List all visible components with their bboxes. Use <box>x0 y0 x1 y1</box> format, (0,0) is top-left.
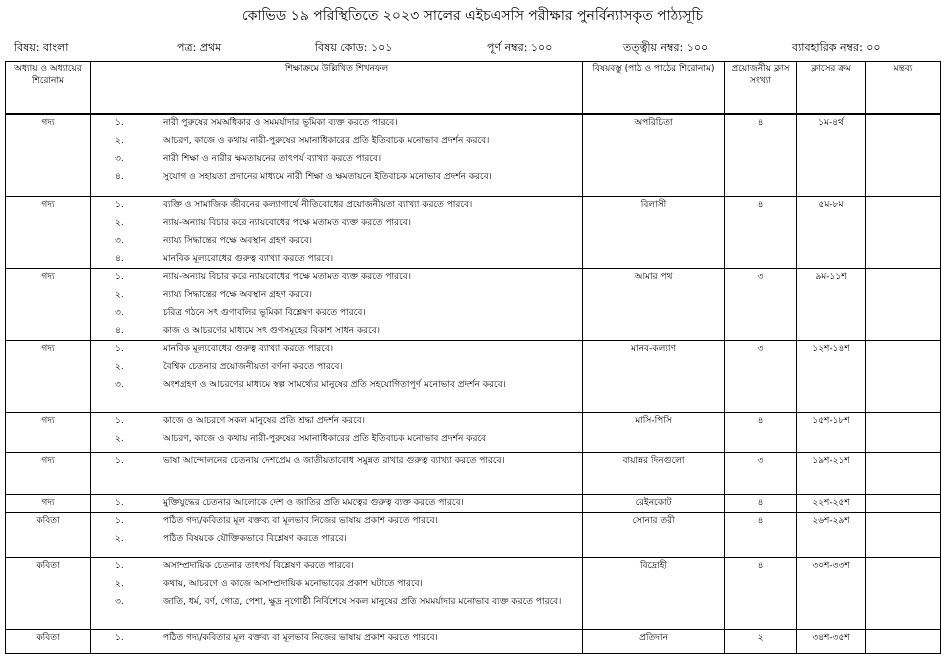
outcomes-cell <box>91 197 583 269</box>
outcome-text: অংশগ্রহণ ও আচরণের মাধ্যমে স্বল্প সামর্থ্যের মানুষের প্রতি সহযোগিতাপূর্ণ মনোভাব প্রদর্শন করবে। <box>163 380 506 390</box>
chapter-cell: গদ্য <box>6 453 91 495</box>
outcome-item <box>93 253 580 265</box>
outcome-number: ২. <box>115 135 124 146</box>
outcome-text: নারী পুরুষের সমঅধিকার ও সমমর্যাদার ভূমিকা ব্যক্ত করতে পারবে। <box>163 117 398 128</box>
outcome-number: ১. <box>115 416 124 426</box>
classes-cell: ৩ <box>725 341 797 413</box>
classes-cell: ২ <box>725 630 797 654</box>
outcome-list <box>93 632 580 644</box>
table-row <box>6 341 941 413</box>
outcome-item <box>93 433 580 445</box>
outcome-number: ১. <box>115 633 124 643</box>
remarks-cell <box>866 269 941 341</box>
outcome-number: ৪. <box>115 171 124 182</box>
table-row <box>6 269 941 341</box>
table-row <box>6 513 941 558</box>
outcomes-cell <box>91 413 583 453</box>
chapter-cell: গদ্য <box>6 197 91 269</box>
content-cell: প্রতিদান <box>583 630 725 654</box>
outcomes-cell <box>91 630 583 654</box>
order-cell: ১২শ-১৪শ <box>797 341 866 413</box>
outcome-list <box>93 117 580 183</box>
outcome-list <box>93 515 580 545</box>
content-cell: রেইনকোট <box>583 495 725 513</box>
outcome-item <box>93 415 580 427</box>
order-cell: ২৬শ-২৯শ <box>797 513 866 558</box>
header-order: ক্লাসের ক্রম <box>797 62 866 114</box>
outcomes-cell <box>91 513 583 558</box>
content-cell: মানব-কল্যাণ <box>583 341 725 413</box>
outcome-number: ১. <box>115 561 124 571</box>
outcome-list <box>93 497 580 509</box>
outcome-text: নারী শিক্ষা ও নারীর ক্ষমতায়নের তাৎপর্য ব্যাখ্যা করতে পারবে। <box>163 153 382 164</box>
outcome-item <box>93 361 580 373</box>
classes-cell: ৪ <box>725 495 797 513</box>
outcome-text: মুক্তিযুদ্ধের চেতনার আলোকে দেশ ও জাতির প্রতি মমত্বের গুরুত্ব ব্যক্ত করতে পারবে। <box>163 498 464 508</box>
outcome-item <box>93 199 580 211</box>
outcome-item <box>93 217 580 229</box>
outcome-text: ন্যায্য সিদ্ধান্তের পক্ষে অবস্থান গ্রহণ করবে। <box>163 290 312 300</box>
outcome-text: ন্যায়-অন্যায় বিচার করে ন্যায়বোধের পক্ষে মতামত ব্যক্ত করতে পারবে। <box>163 272 411 282</box>
remarks-cell <box>866 453 941 495</box>
outcome-item <box>93 632 580 644</box>
outcomes-cell <box>91 495 583 513</box>
order-cell: ১৫শ-১৮শ <box>797 413 866 453</box>
outcome-list <box>93 199 580 265</box>
full-marks-label: পূর্ণ নম্বর: ১০০ <box>487 41 553 54</box>
chapter-cell: গদ্য <box>6 269 91 341</box>
header-outcomes: শিক্ষাক্রমে উল্লিখিত শিখনফল <box>91 62 583 114</box>
subject-info-bar <box>0 38 945 58</box>
content-cell: মাসি-পিসি <box>583 413 725 453</box>
header-remarks: মন্তব্য <box>866 62 941 114</box>
table-row <box>6 197 941 269</box>
table-row <box>6 453 941 495</box>
remarks-cell <box>866 513 941 558</box>
outcome-item <box>93 455 580 467</box>
outcome-item <box>93 379 580 391</box>
outcome-item <box>93 325 580 337</box>
outcome-number: ৩. <box>115 380 124 390</box>
remarks-cell <box>866 341 941 413</box>
outcome-item <box>93 307 580 319</box>
table-body <box>6 114 941 654</box>
practical-marks-label: ব্যাবহারিক নম্বর: ০০ <box>792 41 881 54</box>
order-cell: ১ম-৪র্থ <box>797 114 866 197</box>
outcome-item <box>93 153 580 165</box>
outcome-text: আচরণ, কাজে ও কথায় নারী-পুরুষের সমানাধিকারের প্রতি ইতিবাচক মনোভাব প্রদর্শন করবে <box>163 434 487 444</box>
classes-cell: ৪ <box>725 114 797 197</box>
outcome-number: ২. <box>115 579 124 589</box>
remarks-cell <box>866 558 941 630</box>
order-cell: ৩৪শ-৩৫শ <box>797 630 866 654</box>
outcome-text: ন্যায়-অন্যায় বিচার করে ন্যায়বোধের পক্ষে মতামত ব্যক্ত করতে পারবে। <box>163 218 411 228</box>
order-cell: ৫ম-৮ম <box>797 197 866 269</box>
outcome-text: জাতি, ধর্ম, বর্ণ, গোত্র, পেশা, ক্ষুদ্র নৃগোষ্ঠী নির্বিশেষে সকল মানুষের প্রতি সমমর্যাদার মনোভাব ব্যক্ত করতে পারবে। <box>163 597 562 607</box>
outcome-number: ২. <box>115 534 124 544</box>
content-cell: বায়ান্নর দিনগুলো <box>583 453 725 495</box>
outcome-text: সুযোগ ও সহায়তা প্রদানের মাধ্যমে নারী শিক্ষা ও ক্ষমতায়নে ইতিবাচক মনোভাব প্রদর্শন করবে। <box>163 171 492 182</box>
order-cell: ২২শ-২৫শ <box>797 495 866 513</box>
outcome-number: ৩. <box>115 153 124 164</box>
outcome-number: ১. <box>115 117 124 128</box>
remarks-cell <box>866 114 941 197</box>
order-cell: ৩০শ-৩৩শ <box>797 558 866 630</box>
remarks-cell <box>866 197 941 269</box>
outcome-item <box>93 289 580 301</box>
table-header-row <box>6 62 941 114</box>
outcome-number: ১. <box>115 456 124 466</box>
outcome-number: ২. <box>115 290 124 300</box>
outcome-item <box>93 578 580 590</box>
header-chapter: অধ্যায় ও অধ্যায়ের শিরোনাম <box>6 62 91 114</box>
outcome-text: পঠিত গদ্য/কবিতার মূল বক্তব্য বা মূলভাব নিজের ভাষায় প্রকাশ করতে পারবে। <box>163 633 438 643</box>
classes-cell: ৪ <box>725 413 797 453</box>
outcome-number: ৪. <box>115 326 124 336</box>
theory-marks-label: তত্ত্বীয় নম্বর: ১০০ <box>623 41 709 54</box>
outcome-text: পঠিত গদ্য/কবিতার মূল বক্তব্য বা মূলভাব নিজের ভাষায় প্রকাশ করতে পারবে। <box>163 516 438 526</box>
classes-cell: ৪ <box>725 513 797 558</box>
table-row <box>6 413 941 453</box>
outcome-item <box>93 135 580 147</box>
outcome-item <box>93 497 580 509</box>
content-cell: সোনার তরী <box>583 513 725 558</box>
outcome-number: ১. <box>115 200 124 210</box>
outcome-text: কাজে ও আচরণে সকল মানুষের প্রতি শ্রদ্ধা প্রদর্শন করবে। <box>163 416 365 426</box>
chapter-cell: গদ্য <box>6 114 91 197</box>
outcome-text: ন্যায্য সিদ্ধান্তের পক্ষে অবস্থান গ্রহণ করবে। <box>163 236 312 246</box>
paper-label: পত্র: প্রথম <box>177 41 222 54</box>
outcome-list <box>93 560 580 608</box>
outcome-item <box>93 271 580 283</box>
outcome-number: ১. <box>115 516 124 526</box>
page-title: কোভিড ১৯ পরিস্থিতিতে ২০২৩ সালের এইচএসসি পরীক্ষার পুনর্বিন্যাসকৃত পাঠ্যসূচি <box>241 8 704 24</box>
remarks-cell <box>866 630 941 654</box>
outcome-list <box>93 455 580 467</box>
content-cell: আমার পথ <box>583 269 725 341</box>
content-cell: অপরিচিতা <box>583 114 725 197</box>
subject-label: বিষয়: বাংলা <box>14 41 69 54</box>
chapter-cell: গদ্য <box>6 413 91 453</box>
outcome-item <box>93 343 580 355</box>
outcome-text: ভাষা আন্দোলনের চেতনায় দেশপ্রেম ও জাতীয়তাবোধ সমুন্নত রাখার গুরুত্ব ব্যাখ্যা করতে পারবে। <box>163 456 505 466</box>
chapter-cell: কবিতা <box>6 630 91 654</box>
outcome-number: ৩. <box>115 597 124 607</box>
header-content: বিষয়বস্তু (পাঠ ও পাঠের শিরোনাম) <box>583 62 725 114</box>
outcomes-cell <box>91 341 583 413</box>
outcome-text: পঠিত বিষয়কে যৌক্তিকভাবে বিশ্লেষণ করতে পারবে। <box>163 534 347 544</box>
outcome-number: ২. <box>115 218 124 228</box>
outcome-number: ১. <box>115 272 124 282</box>
order-cell: ১৯শ-২১শ <box>797 453 866 495</box>
outcome-number: ২. <box>115 362 124 372</box>
remarks-cell <box>866 495 941 513</box>
outcome-item <box>93 117 580 129</box>
outcome-text: মানবিক মূল্যবোধের গুরুত্ব ব্যাখ্যা করতে পারবে। <box>163 254 334 264</box>
content-cell: বিদ্রোহী <box>583 558 725 630</box>
table-row <box>6 114 941 197</box>
chapter-cell: কবিতা <box>6 558 91 630</box>
outcome-item <box>93 235 580 247</box>
outcomes-cell <box>91 114 583 197</box>
classes-cell: ৪ <box>725 197 797 269</box>
table-row <box>6 630 941 654</box>
outcome-item <box>93 515 580 527</box>
outcome-text: কথায়, আচরণে ও কাজে অসাম্প্রদায়িক মনোভাবের প্রকাশ ঘটাতে পারবে। <box>163 579 423 589</box>
outcome-number: ৩. <box>115 236 124 246</box>
outcome-text: কাজ ও আচরণের মাধ্যমে সৎ গুণসমূহের বিকাশ সাধন করবে। <box>163 326 380 336</box>
classes-cell: ৩ <box>725 453 797 495</box>
header-classes: প্রয়োজনীয় ক্লাস সংখ্যা <box>725 62 797 114</box>
outcome-number: ৪. <box>115 254 124 264</box>
outcome-number: ২. <box>115 434 124 444</box>
chapter-cell: কবিতা <box>6 513 91 558</box>
outcome-number: ১. <box>115 498 124 508</box>
outcomes-cell <box>91 269 583 341</box>
outcome-item <box>93 171 580 183</box>
outcome-text: মানবিক মূল্যবোধের গুরুত্ব ব্যাখ্যা করতে পারবে। <box>163 344 334 354</box>
outcome-item <box>93 560 580 572</box>
outcome-number: ৩. <box>115 308 124 318</box>
outcome-text: ব্যক্তি ও সামাজিক জীবনের কল্যাণার্থে নীতিবোধের প্রয়োজনীয়তা ব্যাখ্যা করতে পারবে। <box>163 200 473 210</box>
outcomes-cell <box>91 558 583 630</box>
outcome-list <box>93 271 580 337</box>
outcome-text: চরিত্র গঠনে সৎ গুণাবলির ভূমিকা বিশ্লেষণ করতে পারবে। <box>163 308 366 318</box>
table-row <box>6 558 941 630</box>
chapter-cell: গদ্য <box>6 341 91 413</box>
outcome-text: অসাম্প্রদায়িক চেতনার তাৎপর্য বিশ্লেষণ করতে পারবে। <box>163 561 354 571</box>
table-row <box>6 495 941 513</box>
outcomes-cell <box>91 453 583 495</box>
content-cell: বিলাসী <box>583 197 725 269</box>
outcome-text: আচরণ, কাজে ও কথায় নারী-পুরুষের সমানাধিকারের প্রতি ইতিবাচক মনোভাব প্রদর্শন করবে। <box>163 135 490 146</box>
outcome-list <box>93 415 580 445</box>
classes-cell: ৩ <box>725 269 797 341</box>
outcome-list <box>93 343 580 391</box>
order-cell: ৯ম-১১শ <box>797 269 866 341</box>
outcome-item <box>93 533 580 545</box>
outcome-item <box>93 596 580 608</box>
syllabus-table <box>5 61 941 654</box>
remarks-cell <box>866 413 941 453</box>
chapter-cell: গদ্য <box>6 495 91 513</box>
outcome-text: বৈশ্বিক চেতনার প্রয়োজনীয়তা বর্ণনা করতে পারবে। <box>163 362 343 372</box>
subject-code-label: বিষয় কোড: ১০১ <box>315 41 393 54</box>
classes-cell: ৪ <box>725 558 797 630</box>
outcome-number: ১. <box>115 344 124 354</box>
